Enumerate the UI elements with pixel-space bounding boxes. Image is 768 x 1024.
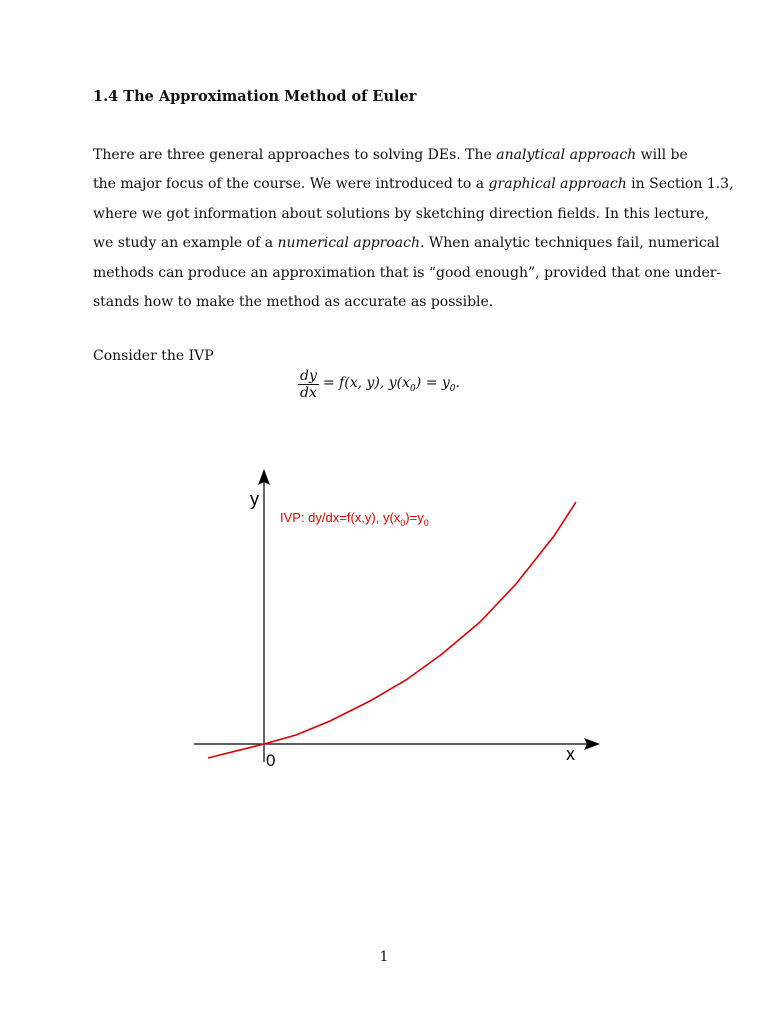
solution-curve [208, 502, 576, 758]
page-number: 1 [379, 949, 389, 965]
origin-label: 0 [266, 751, 276, 770]
derivative-fraction [298, 368, 319, 401]
equation-rhs: = f(x, y), $y(x_0) = y_0$. [322, 375, 460, 394]
section-heading: 1.4 The Approximation Method of Euler [93, 88, 417, 105]
ivp-equation [298, 368, 460, 401]
paragraph-line-3: where we got information about solutions by sketching direction fields. In this lecture, [93, 205, 709, 222]
ivp-annotation: IVP: dy/dx=f(x,y), $y(x_0)=y_0$ [280, 510, 429, 528]
numerical-approach-term: numerical approach [277, 235, 420, 252]
ivp-figure-svg [180, 460, 620, 780]
ivp-figure [180, 460, 620, 780]
fraction-numerator: dy [300, 368, 317, 384]
paragraph-line-5: methods can produce an approximation that is “good enough”, provided that one under- [93, 264, 722, 281]
y-axis-label: y [250, 489, 259, 509]
paragraph-line-2: the major focus of the course. We were introduced to a graphical approach in Section 1.3, [93, 176, 734, 193]
paragraph-line-1: There are three general approaches to solving DEs. The analytical approach will be [93, 147, 688, 163]
graphical-approach-term: graphical approach [488, 176, 627, 193]
x-axis-label: x [566, 744, 575, 764]
paragraph-line-6: stands how to make the method as accurate as possible. [93, 294, 494, 311]
fraction-denominator: dx [300, 385, 317, 401]
paragraph-line-4: we study an example of a numerical approach. When analytic techniques fail, numerical [93, 235, 720, 252]
analytical-approach-term: analytical approach [496, 147, 637, 163]
intro-paragraph [93, 141, 734, 317]
consider-text: Consider the IVP [93, 348, 214, 364]
